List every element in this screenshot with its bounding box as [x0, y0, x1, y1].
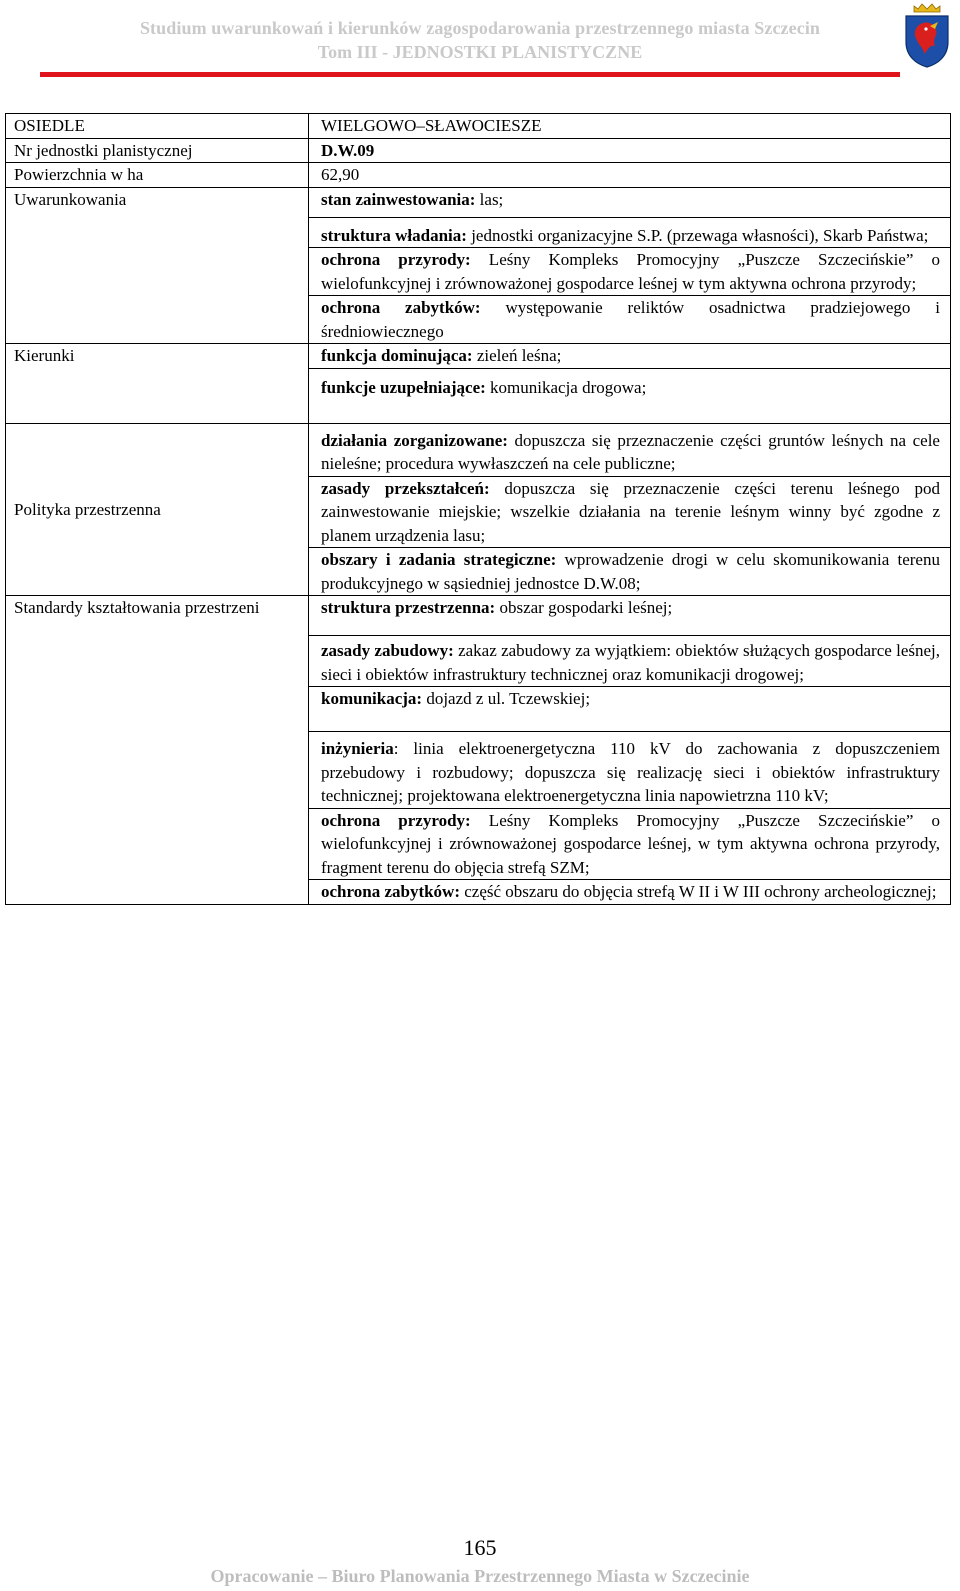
coat-of-arms-icon: [902, 2, 952, 68]
unit-number-label: Nr jednostki planistycznej: [6, 138, 309, 163]
osiedle-label: OSIEDLE: [6, 114, 309, 139]
table-row: [6, 344, 951, 369]
header-rule: [40, 72, 900, 77]
table-row: [6, 423, 951, 476]
table-row: [6, 138, 951, 163]
entry-ochrona-zabytkow-2: ochrona zabytków: część obszaru do objęcia strefą W II i W III ochrony archeologicznej;: [309, 880, 951, 905]
table-row: [6, 596, 951, 636]
entry-dzialania-zorganizowane: działania zorganizowane: dopuszcza się przeznaczenie części gruntów leśnych na cele nieleśne; procedura wywłaszczeń na cele publiczne;: [309, 423, 951, 476]
entry-ochrona-zabytkow: ochrona zabytków: występowanie reliktów osadnictwa pradziejowego i średniowiecznego: [309, 296, 951, 344]
table-row: [6, 114, 951, 139]
planning-unit-table: [5, 113, 951, 905]
entry-komunikacja: komunikacja: dojazd z ul. Tczewskiej;: [309, 687, 951, 732]
unit-number-value: D.W.09: [309, 138, 951, 163]
osiedle-value: WIELGOWO–SŁAWOCIESZE: [309, 114, 951, 139]
document-title: Studium uwarunkowań i kierunków zagospodarowania przestrzennego miasta Szczecin: [139, 18, 821, 38]
entry-zasady-zabudowy: zasady zabudowy: zakaz zabudowy za wyjątkiem: obiektów służących gospodarce leśnej, sieci i obiektów infrastruktury technicznej oraz komunikacji drogowej;: [309, 636, 951, 687]
area-value: 62,90: [309, 163, 951, 188]
volume-title: Tom III - JEDNOSTKI PLANISTYCZNE: [317, 42, 643, 62]
entry-ochrona-przyrody: ochrona przyrody: Leśny Kompleks Promocyjny „Puszcze Szczecińskie” o wielofunkcyjnej i zrównoważonej gospodarce leśnej w tym aktywna ochrona przyrody;: [309, 248, 951, 296]
polityka-label: Polityka przestrzenna: [6, 423, 309, 596]
entry-struktura-wladania: struktura władania: jednostki organizacyjne S.P. (przewaga własności), Skarb Państwa;: [309, 217, 951, 248]
uwarunkowania-label: Uwarunkowania: [6, 187, 309, 344]
area-label: Powierzchnia w ha: [6, 163, 309, 188]
entry-stan-zainwestowania: stan zainwestowania: las;: [309, 187, 951, 217]
entry-inzynieria: inżynieria: linia elektroenergetyczna 110 kV do zachowania z dopuszczeniem przebudowy i rozbudowy; dopuszcza się realizację sieci i obiektów infrastruktury technicznej; projektowana elektroenergetyczna linia napowietrzna 110 kV;: [309, 732, 951, 809]
entry-ochrona-przyrody-2: ochrona przyrody: Leśny Kompleks Promocyjny „Puszcze Szczecińskie” o wielofunkcyjnej i zrównoważonej gospodarce leśnej, w tym aktywna ochrona przyrody, fragment terenu do objęcia strefą SZM;: [309, 808, 951, 880]
page-header: [0, 0, 960, 80]
entry-obszary-strategiczne: obszary i zadania strategiczne: wprowadzenie drogi w celu skomunikowania terenu produkcyjnego w sąsiedniej jednostce D.W.08;: [309, 548, 951, 596]
entry-zasady-przeksztalcen: zasady przekształceń: dopuszcza się przeznaczenie części terenu leśnego pod zainwestowanie miejskie; wszelkie działania na terenie leśnym winny być zgodne z planem urządzenia lasu;: [309, 476, 951, 548]
table-row: [6, 163, 951, 188]
entry-funkcja-dominujaca: funkcja dominująca: zieleń leśna;: [309, 344, 951, 369]
standardy-label: Standardy kształtowania przestrzeni: [6, 596, 309, 905]
page-number: 165: [463, 1535, 497, 1560]
page-footer: Opracowanie – Biuro Planowania Przestrzennego Miasta w Szczecinie: [210, 1566, 750, 1586]
kierunki-label: Kierunki: [6, 344, 309, 424]
entry-struktura-przestrzenna: struktura przestrzenna: obszar gospodarki leśnej;: [309, 596, 951, 636]
entry-funkcje-uzupelniajace: funkcje uzupełniające: komunikacja drogowa;: [309, 368, 951, 423]
table-row: [6, 187, 951, 217]
